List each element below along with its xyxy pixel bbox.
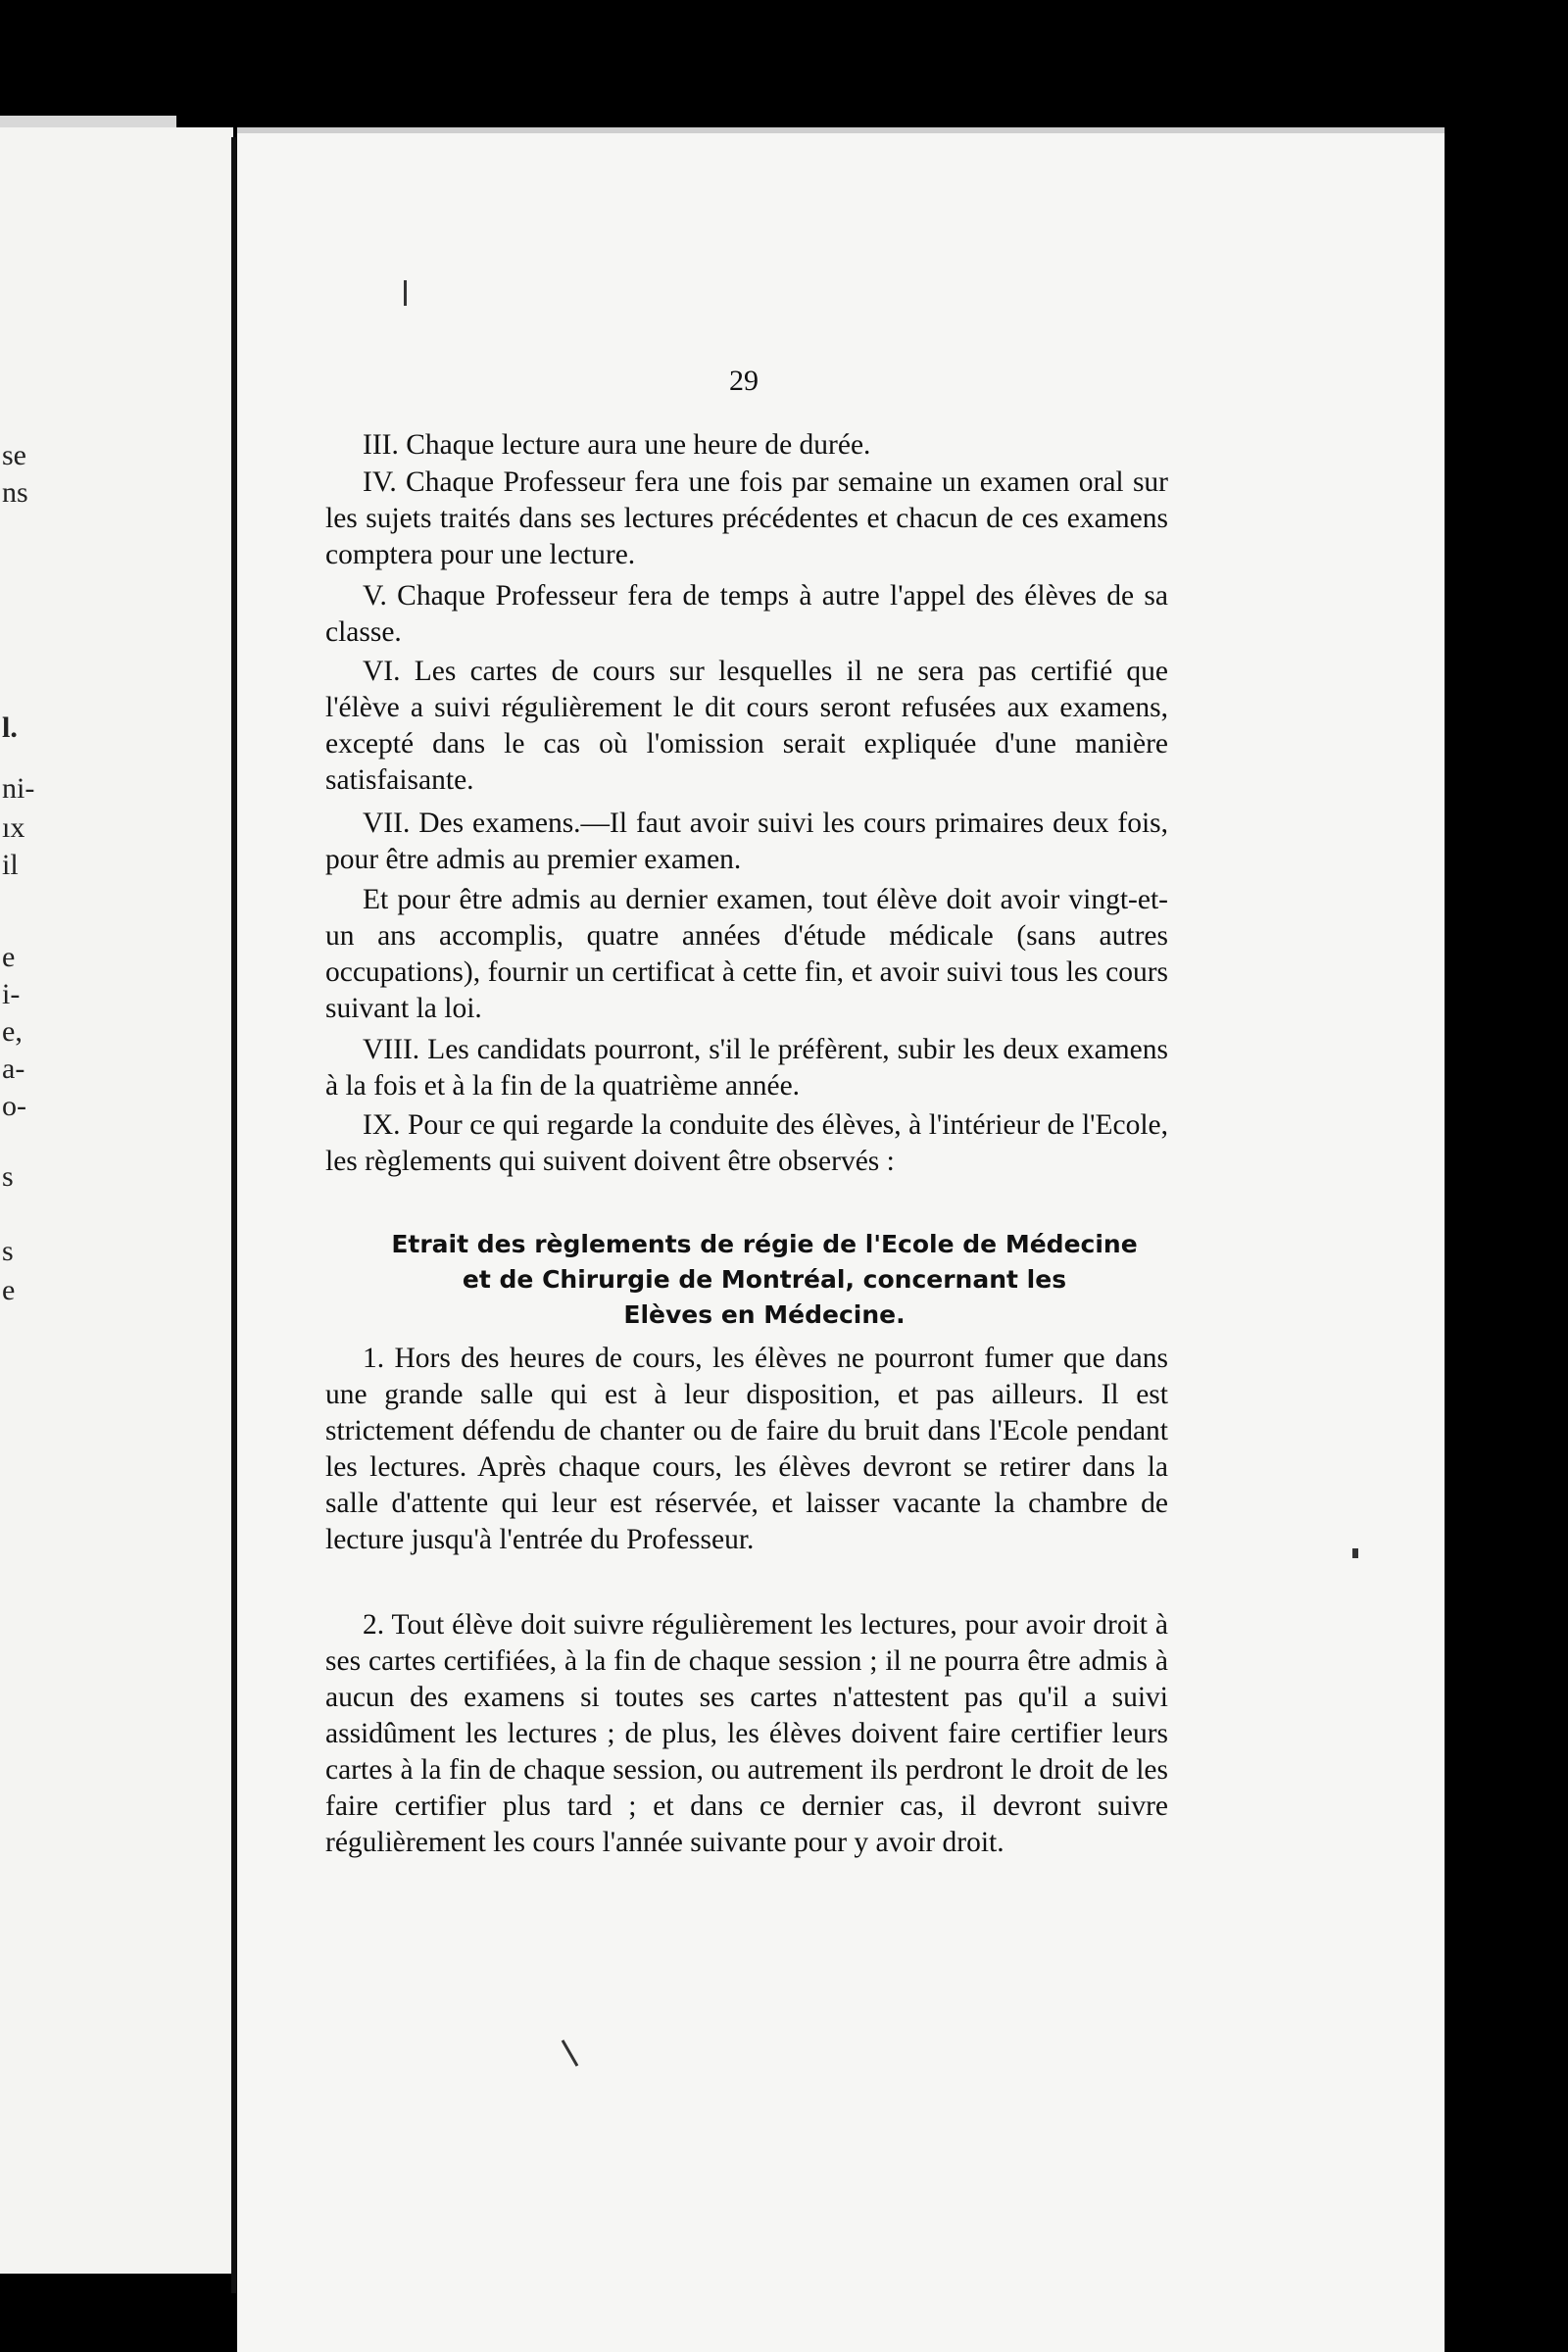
paragraph: V. Chaque Professeur fera de temps à autre l'appel des élèves de sa classe. bbox=[325, 580, 1168, 648]
left-fragment: ni- bbox=[2, 772, 35, 805]
section-heading-line: et de Chirurgie de Montréal, concernant les bbox=[462, 1265, 1067, 1294]
left-fragment: ıx bbox=[2, 811, 25, 844]
section-heading-line: Elèves en Médecine. bbox=[623, 1300, 906, 1329]
left-fragment: o- bbox=[2, 1090, 26, 1122]
left-fragment: i- bbox=[2, 978, 21, 1010]
left-fragment: e, bbox=[2, 1015, 23, 1048]
paragraph: 2. Tout élève doit suivre régulièrement les lectures, pour avoir droit à ses cartes certifiées, à la fin de chaque session ; il ne pourra être admis à aucun des examens si toutes ses cartes n'attestent pas qu'il a suivi assidûment les lectures ; de plus, les élèves doivent faire certifier leurs cartes à la fin de chaque session, ou autrement ils perdront le droit de les faire certifier plus tard ; et dans ce dernier cas, il devront suivre régulièrement les cours l'année suivante pour y avoir droit. bbox=[325, 1609, 1168, 1858]
page-number: 29 bbox=[729, 365, 759, 397]
left-fragment: e bbox=[2, 1274, 16, 1306]
scan-speck bbox=[404, 280, 407, 306]
book-spine-rule bbox=[231, 137, 236, 2293]
left-fragment: l. bbox=[2, 711, 18, 744]
left-fragment: s bbox=[2, 1235, 14, 1267]
paragraph: 1. Hors des heures de cours, les élèves ne pourront fumer que dans une grande salle qui est à leur disposition, et pas ailleurs. Il est strictement défendu de chanter ou de faire du bruit dans l'Ecole pendant les lectures. Après chaque cours, les élèves devront se retirer dans la salle d'attente qui leur est réservée, et laisser vacante la chambre de lecture jusqu'à l'entrée du Professeur. bbox=[325, 1343, 1168, 1555]
left-fragment: ns bbox=[2, 476, 28, 509]
left-fragment: e bbox=[2, 941, 16, 973]
left-fragment: a- bbox=[2, 1053, 25, 1085]
paragraph: VIII. Les candidats pourront, s'il le préfèrent, subir les deux examens à la fois et à la fin de la quatrième année. bbox=[325, 1034, 1168, 1102]
previous-page-fragment bbox=[0, 127, 233, 2274]
paragraph: IX. Pour ce qui regarde la conduite des élèves, à l'intérieur de l'Ecole, les règlements qui suivent doivent être observés : bbox=[325, 1109, 1168, 1177]
paragraph: VII. Des examens.—Il faut avoir suivi les cours primaires deux fois, pour être admis au premier examen. bbox=[325, 808, 1168, 875]
paragraph: Et pour être admis au dernier examen, tout élève doit avoir vingt-et-un ans accomplis, quatre années d'étude médicale (sans autres occupations), fournir un certificat à cette fin, et avoir suivi tous les cours suivant la loi. bbox=[325, 884, 1168, 1024]
section-heading-line: Etrait des règlements de régie de l'Ecole de Médecine bbox=[391, 1230, 1138, 1258]
left-fragment: il bbox=[2, 849, 19, 881]
left-fragment: se bbox=[2, 439, 26, 471]
scan-speck bbox=[1352, 1548, 1358, 1558]
paragraph: VI. Les cartes de cours sur lesquelles il ne sera pas certifié que l'élève a suivi régulièrement le dit cours seront refusées aux examens, excepté dans le cas où l'omission serait expliquée d'une manière satisfaisante. bbox=[325, 656, 1168, 796]
left-fragment: s bbox=[2, 1160, 14, 1193]
paragraph: IV. Chaque Professeur fera une fois par semaine un examen oral sur les sujets traités dans ses lectures précédentes et chacun de ces examens comptera pour une lecture. bbox=[325, 466, 1168, 570]
section-heading bbox=[323, 1227, 1205, 1333]
paragraph: III. Chaque lecture aura une heure de durée. bbox=[363, 429, 871, 461]
